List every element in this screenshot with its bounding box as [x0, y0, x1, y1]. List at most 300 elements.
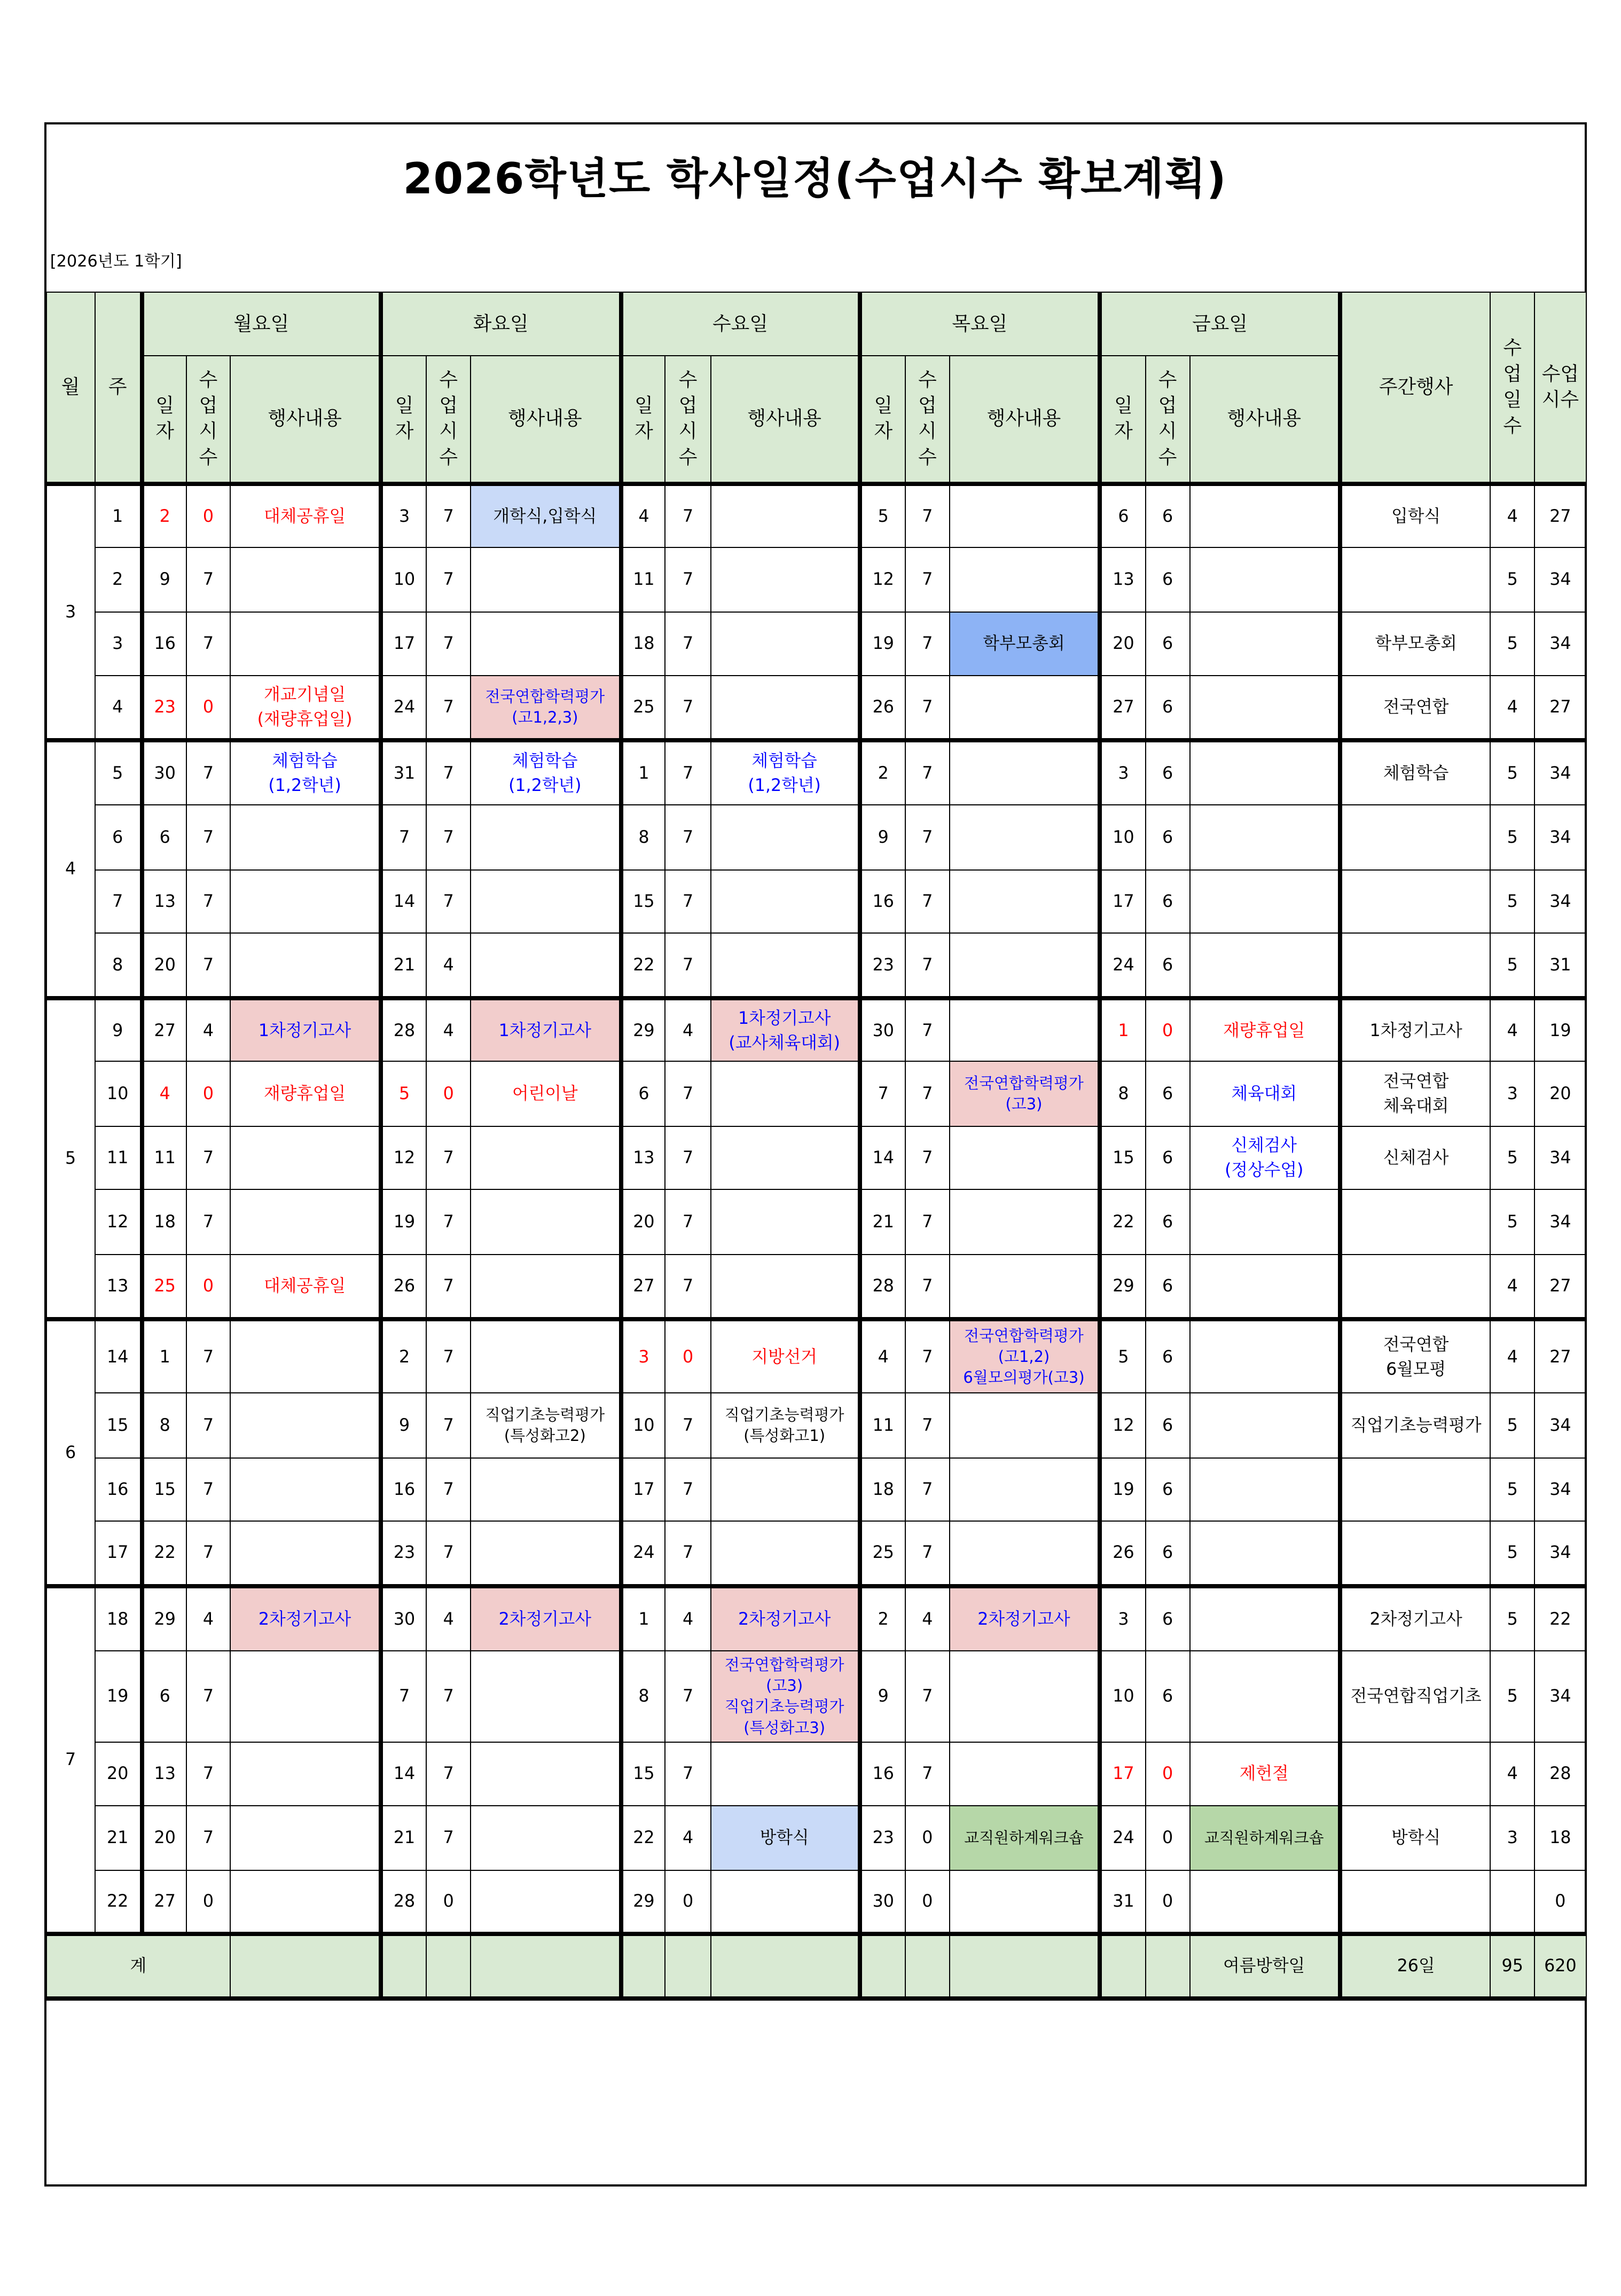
header-hours: 수 업 시 수 — [1146, 356, 1190, 484]
hours-cell: 0 — [1146, 1870, 1190, 1934]
header-date: 일 자 — [860, 356, 906, 484]
hours-cell: 7 — [665, 1189, 711, 1254]
hours-cell: 7 — [426, 1458, 471, 1522]
date-cell: 10 — [1100, 1651, 1146, 1742]
class-days-cell — [1490, 1870, 1534, 1934]
weekly-event-cell — [1340, 1255, 1490, 1319]
event-cell: 개학식,입학식 — [471, 484, 621, 547]
hours-cell: 7 — [186, 1458, 231, 1522]
date-cell: 17 — [1100, 870, 1146, 934]
date-cell: 16 — [381, 1458, 427, 1522]
class-hours-cell: 34 — [1534, 612, 1586, 676]
event-cell — [471, 1126, 621, 1190]
hours-cell: 7 — [665, 1742, 711, 1806]
date-cell: 3 — [1100, 1586, 1146, 1651]
hours-cell: 7 — [905, 933, 950, 998]
hours-cell: 6 — [1146, 1521, 1190, 1586]
date-cell: 10 — [381, 547, 427, 612]
week-row — [46, 805, 1586, 869]
week-row — [46, 998, 1586, 1062]
event-cell — [471, 1806, 621, 1870]
date-cell: 1 — [142, 1319, 186, 1393]
date-cell: 8 — [1100, 1061, 1146, 1126]
class-days-cell: 4 — [1490, 1319, 1534, 1393]
hours-cell: 7 — [665, 1061, 711, 1126]
event-cell — [711, 933, 860, 998]
date-cell: 6 — [142, 805, 186, 869]
hours-cell: 7 — [905, 998, 950, 1062]
class-days-cell: 5 — [1490, 612, 1534, 676]
hours-cell: 7 — [426, 547, 471, 612]
date-cell: 5 — [860, 484, 906, 547]
date-cell: 20 — [142, 1806, 186, 1870]
date-cell: 24 — [381, 676, 427, 740]
week-row — [46, 612, 1586, 676]
hours-cell: 7 — [905, 1061, 950, 1126]
hours-cell: 7 — [186, 1521, 231, 1586]
hours-cell: 6 — [1146, 484, 1190, 547]
week-row — [46, 1870, 1586, 1934]
class-hours-cell: 18 — [1534, 1806, 1586, 1870]
hours-cell: 4 — [186, 998, 231, 1062]
hours-cell: 0 — [186, 484, 231, 547]
event-cell — [711, 1458, 860, 1522]
hours-cell: 4 — [426, 998, 471, 1062]
event-cell — [950, 998, 1100, 1062]
date-cell: 19 — [860, 612, 906, 676]
week-row — [46, 740, 1586, 805]
class-days-cell: 5 — [1490, 870, 1534, 934]
hours-cell: 7 — [426, 1255, 471, 1319]
event-cell: 전국연합학력평가 (고1,2,3) — [471, 676, 621, 740]
date-cell: 17 — [621, 1458, 665, 1522]
date-cell: 29 — [621, 998, 665, 1062]
event-cell — [230, 1651, 380, 1742]
week-number: 1 — [95, 484, 142, 547]
date-cell: 8 — [142, 1393, 186, 1457]
hours-cell: 7 — [186, 1651, 231, 1742]
hours-cell: 7 — [186, 870, 231, 934]
weekly-event-cell — [1340, 805, 1490, 869]
event-cell — [711, 484, 860, 547]
date-cell: 22 — [1100, 1189, 1146, 1254]
week-row — [46, 484, 1586, 547]
weekly-event-cell: 학부모총회 — [1340, 612, 1490, 676]
header-day-4: 목요일 — [860, 292, 1100, 356]
class-hours-cell: 27 — [1534, 1255, 1586, 1319]
hours-cell: 7 — [426, 612, 471, 676]
date-cell: 3 — [381, 484, 427, 547]
page-title: 2026학년도 학사일정(수업시수 확보계획) — [403, 154, 1227, 204]
hours-cell: 7 — [426, 1742, 471, 1806]
date-cell: 17 — [1100, 1742, 1146, 1806]
event-cell: 2차정기고사 — [950, 1586, 1100, 1651]
month-cell: 4 — [46, 740, 95, 998]
date-cell: 14 — [381, 1742, 427, 1806]
hours-cell: 7 — [665, 547, 711, 612]
event-cell — [471, 1651, 621, 1742]
date-cell: 22 — [621, 933, 665, 998]
event-cell — [711, 1521, 860, 1586]
month-cell: 5 — [46, 998, 95, 1319]
hours-cell: 7 — [186, 1126, 231, 1190]
hours-cell: 7 — [905, 1458, 950, 1522]
month-cell: 3 — [46, 484, 95, 740]
header-date: 일 자 — [621, 356, 665, 484]
total-class-days: 95 — [1490, 1934, 1534, 1999]
hours-cell: 0 — [186, 1255, 231, 1319]
event-cell: 체험학습 (1,2학년) — [711, 740, 860, 805]
event-cell: 교직원하계워크숍 — [1190, 1806, 1340, 1870]
date-cell: 2 — [860, 1586, 906, 1651]
hours-cell: 0 — [186, 1870, 231, 1934]
event-cell: 제헌절 — [1190, 1742, 1340, 1806]
class-hours-cell: 34 — [1534, 547, 1586, 612]
event-cell — [230, 1189, 380, 1254]
date-cell: 21 — [860, 1189, 906, 1254]
week-number: 21 — [95, 1806, 142, 1870]
event-cell — [950, 1458, 1100, 1522]
date-cell: 6 — [621, 1061, 665, 1126]
event-cell: 전국연합학력평가 (고3) — [950, 1061, 1100, 1126]
date-cell: 2 — [381, 1319, 427, 1393]
event-cell — [950, 870, 1100, 934]
total-empty — [426, 1934, 471, 1999]
week-row — [46, 1742, 1586, 1806]
date-cell: 17 — [381, 612, 427, 676]
weekly-event-cell: 1차정기고사 — [1340, 998, 1490, 1062]
date-cell: 14 — [860, 1126, 906, 1190]
total-empty — [711, 1934, 860, 1999]
weekly-event-cell: 전국연합 6월모평 — [1340, 1319, 1490, 1393]
week-number: 9 — [95, 998, 142, 1062]
date-cell: 9 — [860, 805, 906, 869]
date-cell: 23 — [860, 1806, 906, 1870]
weekly-event-cell: 체험학습 — [1340, 740, 1490, 805]
hours-cell: 0 — [426, 1870, 471, 1934]
event-cell — [230, 1521, 380, 1586]
class-days-cell: 4 — [1490, 484, 1534, 547]
hours-cell: 4 — [665, 998, 711, 1062]
event-cell — [1190, 740, 1340, 805]
date-cell: 26 — [860, 676, 906, 740]
hours-cell: 7 — [665, 870, 711, 934]
total-label: 계 — [46, 1934, 231, 1999]
date-cell: 25 — [621, 676, 665, 740]
event-cell — [711, 805, 860, 869]
date-cell: 5 — [381, 1061, 427, 1126]
date-cell: 23 — [142, 676, 186, 740]
date-cell: 27 — [142, 998, 186, 1062]
event-cell — [471, 870, 621, 934]
class-days-cell: 4 — [1490, 1255, 1534, 1319]
event-cell — [471, 1870, 621, 1934]
class-hours-cell: 34 — [1534, 805, 1586, 869]
total-empty — [665, 1934, 711, 1999]
hours-cell: 7 — [186, 805, 231, 869]
event-cell — [230, 870, 380, 934]
hours-cell: 0 — [665, 1319, 711, 1393]
event-cell: 대체공휴일 — [230, 1255, 380, 1319]
date-cell: 28 — [860, 1255, 906, 1319]
hours-cell: 7 — [186, 547, 231, 612]
hours-cell: 7 — [665, 1458, 711, 1522]
hours-cell: 7 — [186, 1742, 231, 1806]
hours-cell: 7 — [186, 1393, 231, 1457]
event-cell: 1차정기고사 — [471, 998, 621, 1062]
hours-cell: 7 — [186, 1189, 231, 1254]
class-days-cell: 5 — [1490, 933, 1534, 998]
event-cell — [1190, 870, 1340, 934]
date-cell: 3 — [1100, 740, 1146, 805]
total-empty — [1146, 1934, 1190, 1999]
class-days-cell: 3 — [1490, 1806, 1534, 1870]
event-cell — [230, 612, 380, 676]
date-cell: 9 — [381, 1393, 427, 1457]
date-cell: 15 — [142, 1458, 186, 1522]
date-cell: 18 — [860, 1458, 906, 1522]
weekly-event-cell — [1340, 1521, 1490, 1586]
event-cell — [711, 1126, 860, 1190]
hours-cell: 7 — [905, 1189, 950, 1254]
event-cell — [230, 1458, 380, 1522]
date-cell: 7 — [860, 1061, 906, 1126]
class-hours-cell: 20 — [1534, 1061, 1586, 1126]
event-cell: 학부모총회 — [950, 612, 1100, 676]
weekly-event-cell — [1340, 870, 1490, 934]
hours-cell: 6 — [1146, 1189, 1190, 1254]
week-row — [46, 676, 1586, 740]
date-cell: 8 — [621, 805, 665, 869]
event-cell — [950, 484, 1100, 547]
date-cell: 6 — [142, 1651, 186, 1742]
event-cell — [1190, 676, 1340, 740]
event-cell: 신체검사 (정상수업) — [1190, 1126, 1340, 1190]
header-day-1: 월요일 — [142, 292, 381, 356]
class-days-cell: 3 — [1490, 1061, 1534, 1126]
total-empty — [905, 1934, 950, 1999]
hours-cell: 7 — [665, 1651, 711, 1742]
event-cell — [471, 612, 621, 676]
event-cell — [230, 1870, 380, 1934]
event-cell: 체육대회 — [1190, 1061, 1340, 1126]
date-cell: 14 — [381, 870, 427, 934]
event-cell — [950, 547, 1100, 612]
event-cell — [950, 933, 1100, 998]
event-cell — [1190, 1586, 1340, 1651]
event-cell: 체험학습 (1,2학년) — [471, 740, 621, 805]
week-row — [46, 1586, 1586, 1651]
date-cell: 19 — [381, 1189, 427, 1254]
date-cell: 25 — [142, 1255, 186, 1319]
date-cell: 27 — [142, 1870, 186, 1934]
date-cell: 15 — [621, 870, 665, 934]
date-cell: 1 — [1100, 998, 1146, 1062]
week-row — [46, 933, 1586, 998]
hours-cell: 7 — [905, 1255, 950, 1319]
hours-cell: 7 — [905, 612, 950, 676]
event-cell: 직업기초능력평가 (특성화고2) — [471, 1393, 621, 1457]
date-cell: 16 — [860, 870, 906, 934]
week-number: 6 — [95, 805, 142, 869]
class-hours-cell: 27 — [1534, 1319, 1586, 1393]
event-cell — [471, 1458, 621, 1522]
event-cell — [471, 1189, 621, 1254]
week-number: 7 — [95, 870, 142, 934]
event-cell — [711, 1255, 860, 1319]
class-days-cell: 4 — [1490, 998, 1534, 1062]
date-cell: 24 — [621, 1521, 665, 1586]
event-cell — [711, 870, 860, 934]
week-number: 8 — [95, 933, 142, 998]
total-empty — [860, 1934, 906, 1999]
event-cell — [1190, 805, 1340, 869]
summer-vacation-days: 26일 — [1340, 1934, 1490, 1999]
date-cell: 6 — [1100, 484, 1146, 547]
week-number: 22 — [95, 1870, 142, 1934]
hours-cell: 6 — [1146, 1126, 1190, 1190]
hours-cell: 0 — [905, 1870, 950, 1934]
event-cell — [950, 1651, 1100, 1742]
class-days-cell: 5 — [1490, 1651, 1534, 1742]
event-cell: 교직원하계워크숍 — [950, 1806, 1100, 1870]
hours-cell: 7 — [665, 484, 711, 547]
date-cell: 18 — [142, 1189, 186, 1254]
weekly-event-cell: 전국연합 — [1340, 676, 1490, 740]
class-days-cell: 5 — [1490, 1393, 1534, 1457]
class-days-cell: 4 — [1490, 676, 1534, 740]
date-cell: 13 — [621, 1126, 665, 1190]
total-empty — [230, 1934, 380, 1999]
week-number: 4 — [95, 676, 142, 740]
date-cell: 24 — [1100, 933, 1146, 998]
hours-cell: 7 — [665, 1255, 711, 1319]
weekly-event-cell — [1340, 547, 1490, 612]
event-cell — [950, 1870, 1100, 1934]
week-number: 14 — [95, 1319, 142, 1393]
event-cell — [950, 1521, 1100, 1586]
event-cell — [1190, 1870, 1340, 1934]
week-row — [46, 547, 1586, 612]
date-cell: 11 — [860, 1393, 906, 1457]
date-cell: 13 — [142, 870, 186, 934]
week-number: 18 — [95, 1586, 142, 1651]
class-hours-cell: 34 — [1534, 1521, 1586, 1586]
event-cell — [1190, 1189, 1340, 1254]
event-cell: 재량휴업일 — [230, 1061, 380, 1126]
event-cell — [711, 1189, 860, 1254]
hours-cell: 7 — [905, 1393, 950, 1457]
class-days-cell: 5 — [1490, 1189, 1534, 1254]
event-cell — [711, 1061, 860, 1126]
event-cell — [1190, 1521, 1340, 1586]
header-hours: 수 업 시 수 — [905, 356, 950, 484]
week-row — [46, 1651, 1586, 1742]
event-cell — [1190, 547, 1340, 612]
event-cell — [1190, 1319, 1340, 1393]
header-hours: 수 업 시 수 — [426, 356, 471, 484]
date-cell: 21 — [381, 1806, 427, 1870]
hours-cell: 6 — [1146, 1393, 1190, 1457]
hours-cell: 0 — [1146, 998, 1190, 1062]
hours-cell: 0 — [665, 1870, 711, 1934]
hours-cell: 7 — [426, 1393, 471, 1457]
header-event: 행사내용 — [230, 356, 380, 484]
date-cell: 28 — [381, 1870, 427, 1934]
event-cell — [471, 1255, 621, 1319]
week-row — [46, 1126, 1586, 1190]
date-cell: 2 — [142, 484, 186, 547]
header-row — [46, 292, 1586, 356]
header-class-days: 수 업 일 수 — [1490, 292, 1534, 484]
class-days-cell: 5 — [1490, 1458, 1534, 1522]
header-date: 일 자 — [142, 356, 186, 484]
event-cell — [471, 805, 621, 869]
hours-cell: 4 — [426, 1586, 471, 1651]
week-row — [46, 870, 1586, 934]
header-month: 월 — [46, 292, 95, 484]
week-number: 20 — [95, 1742, 142, 1806]
date-cell: 7 — [381, 1651, 427, 1742]
hours-cell: 0 — [186, 1061, 231, 1126]
hours-cell: 0 — [905, 1806, 950, 1870]
weekly-event-cell: 신체검사 — [1340, 1126, 1490, 1190]
total-empty — [381, 1934, 427, 1999]
date-cell: 4 — [142, 1061, 186, 1126]
date-cell: 8 — [621, 1651, 665, 1742]
hours-cell: 6 — [1146, 870, 1190, 934]
week-row — [46, 1255, 1586, 1319]
class-hours-cell: 34 — [1534, 870, 1586, 934]
week-number: 2 — [95, 547, 142, 612]
summer-vacation-label: 여름방학일 — [1190, 1934, 1340, 1999]
date-cell: 1 — [621, 740, 665, 805]
hours-cell: 7 — [905, 484, 950, 547]
header-event: 행사내용 — [950, 356, 1100, 484]
hours-cell: 6 — [1146, 547, 1190, 612]
event-cell — [950, 676, 1100, 740]
hours-cell: 7 — [426, 484, 471, 547]
event-cell — [711, 676, 860, 740]
event-cell — [950, 1255, 1100, 1319]
event-cell — [950, 1393, 1100, 1457]
date-cell: 30 — [860, 998, 906, 1062]
weekly-event-cell: 2차정기고사 — [1340, 1586, 1490, 1651]
date-cell: 31 — [1100, 1870, 1146, 1934]
date-cell: 22 — [621, 1806, 665, 1870]
date-cell: 13 — [142, 1742, 186, 1806]
weekly-event-cell: 입학식 — [1340, 484, 1490, 547]
date-cell: 4 — [621, 484, 665, 547]
week-row — [46, 1806, 1586, 1870]
hours-cell: 4 — [665, 1806, 711, 1870]
weekly-event-cell — [1340, 1458, 1490, 1522]
date-cell: 13 — [1100, 547, 1146, 612]
date-cell: 21 — [381, 933, 427, 998]
class-hours-cell: 34 — [1534, 1651, 1586, 1742]
event-cell: 전국연합학력평가 (고3) 직업기초능력평가 (특성화고3) — [711, 1651, 860, 1742]
month-cell: 6 — [46, 1319, 95, 1586]
event-cell — [471, 1521, 621, 1586]
class-hours-cell: 22 — [1534, 1586, 1586, 1651]
event-cell: 1차정기고사 — [230, 998, 380, 1062]
event-cell — [950, 1126, 1100, 1190]
hours-cell: 4 — [426, 933, 471, 998]
date-cell: 31 — [381, 740, 427, 805]
hours-cell: 7 — [186, 612, 231, 676]
date-cell: 24 — [1100, 1806, 1146, 1870]
weekly-event-cell: 방학식 — [1340, 1806, 1490, 1870]
